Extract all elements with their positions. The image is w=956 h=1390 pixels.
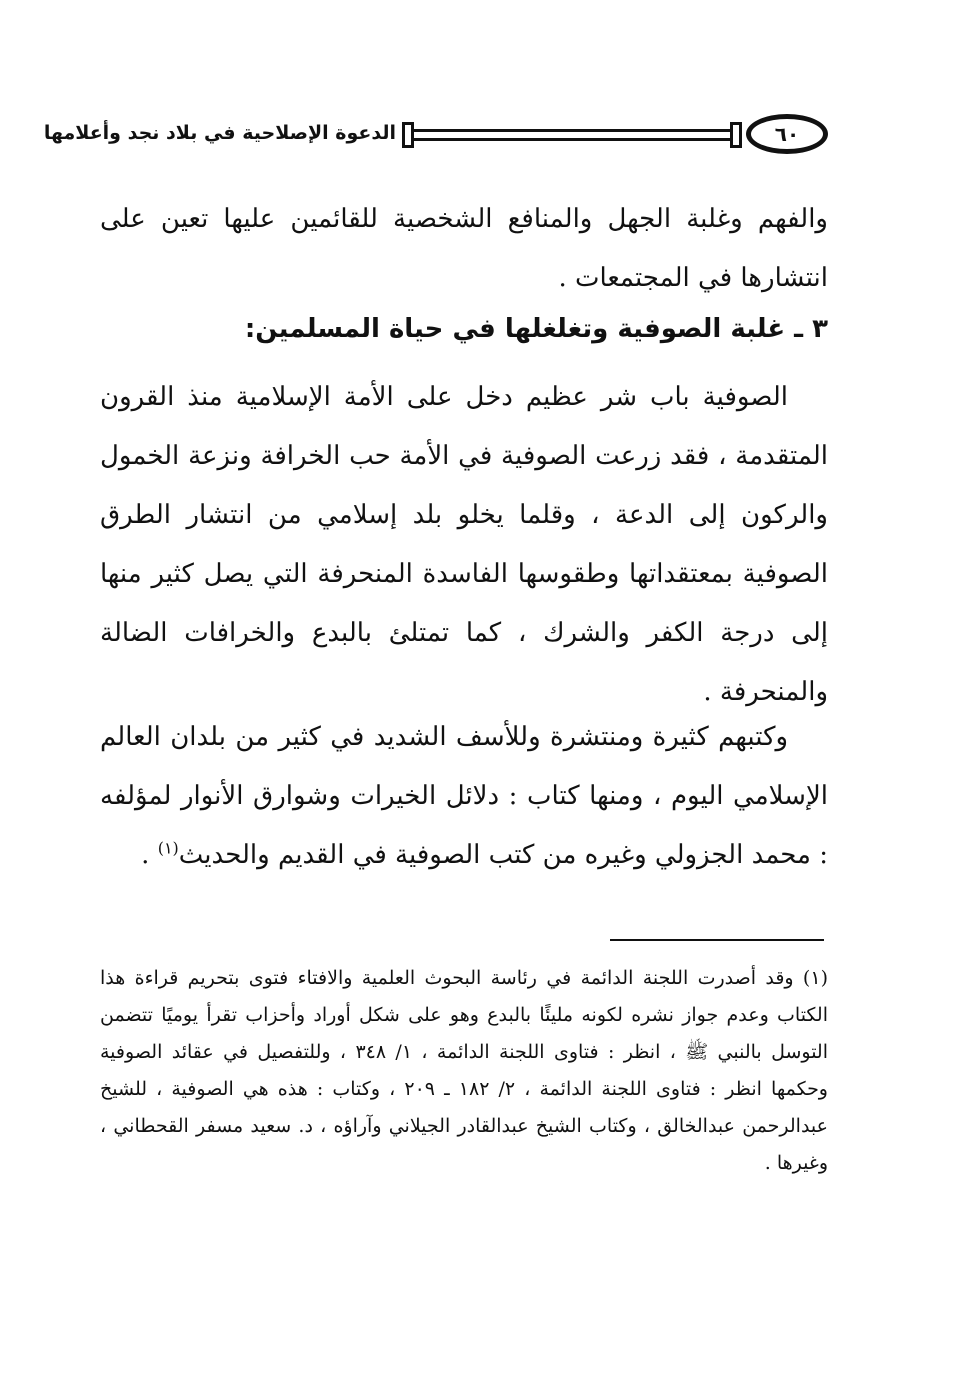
header-rule-cap-left — [402, 122, 414, 148]
body-paragraph-2: الصوفية باب شر عظيم دخل على الأمة الإسلامية منذ القرون المتقدمة ، فقد زرعت الصوفية في الأمة حب الخرافة ونزعة الخمول والركون إلى الدعة ، وقلما يخلو بلد إسلامي من انتشار الطرق الصوفية بمعتقداتها وطقوسها الفاسدة المنحرفة التي يصل كثير منها إلى درجة الكفر والشرك ، كما تمتلئ بالبدع والخرافات الضالة والمنحرفة . — [100, 382, 828, 707]
body-paragraph-3 — [100, 708, 828, 885]
body-paragraph-1: والفهم وغلبة الجهل والمنافع الشخصية للقائمين عليها تعين على انتشارها في المجتمعات . — [100, 204, 828, 293]
header-double-rule — [410, 129, 732, 141]
body-paragraph-3-end: . — [141, 840, 158, 870]
footnote-1: (١) وقد أصدرت اللجنة الدائمة في رئاسة البحوث العلمية والافتاء فتوى بتحريم قراءة هذا الكتاب وعدم جواز نشره لكونه مليئًا بالبدع وهو على شكل أوراد وأحزاب تقرأ يوميًا تتضمن التوسل بالنبي ﷺ ، انظر : فتاوى اللجنة الدائمة ، ١/ ٣٤٨ ، وللتفصيل في عقائد الصوفية وحكمها انظر : فتاوى اللجنة الدائمة ، ٢/ ١٨٢ ـ ٢٠٩ ، وكتاب : هذه هي الصوفية ، للشيخ عبدالرحمن عبدالخالق ، وكتاب الشيخ عبدالقادر الجيلاني وآراؤه ، د. سعيد مسفر القحطاني ، وغيرها . — [100, 967, 828, 1174]
body-paragraph-3-text: وكتبهم كثيرة ومنتشرة وللأسف الشديد في كثير من بلدان العالم الإسلامي اليوم ، ومنها كتاب : دلائل الخيرات وشوارق الأنوار لمؤلفه : محمد الجزولي وغيره من كتب الصوفية في القديم والحديث — [100, 722, 828, 870]
section-heading-3: ٣ ـ غلبة الصوفية وتغلغلها في حياة المسلمين: — [244, 314, 828, 344]
page-header — [43, 112, 828, 160]
footnote-separator — [610, 939, 824, 941]
page-number: ٦٠ — [746, 114, 828, 154]
running-title: الدعوة الإصلاحية في بلاد نجد وأعلامها — [43, 122, 396, 144]
footnote-reference[interactable]: (١) — [157, 838, 179, 858]
